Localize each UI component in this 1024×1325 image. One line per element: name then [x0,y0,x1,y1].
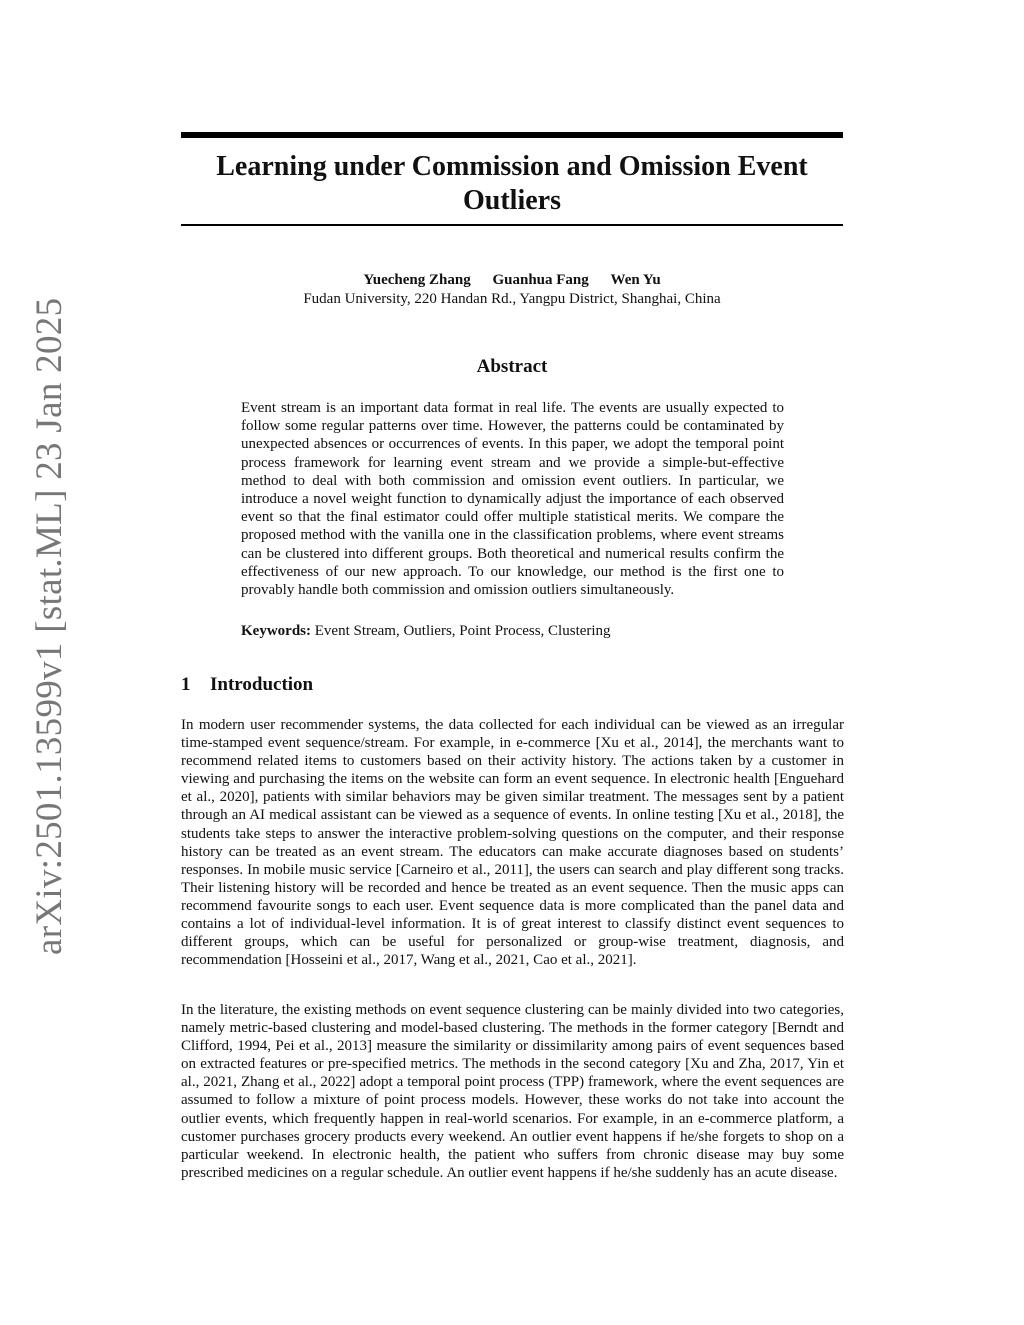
title-top-rule [181,132,843,138]
body-paragraph: In modern user recommender systems, the data collected for each individual can be viewed as an irregular time-stamped event sequence/stream. For example, in e-commerce [Xu et al., 2014], the merchants want to recommend related items to customers based on their activity history. The actions taken by a customer in viewing and purchasing the items on the website can form an event sequence. In electronic health [Enguehard et al., 2020], patients with similar behaviors may be given similar treatment. The messages sent by a patient through an AI medical assistant can be viewed as a sequence of events. In online testing [Xu et al., 2018], the students take steps to answer the interactive problem-solving questions on the computer, and their response history can be treated as an event stream. The educators can make accurate diagnoses based on students’ responses. In mobile music service [Carneiro et al., 2011], the users can search and play different song tracks. Their listening history will be recorded and hence be treated as an event sequence. Then the music apps can recommend favourite songs to each user. Event sequence data is more complicated than the panel data and contains a lot of individual-level information. It is of great interest to classify distinct event sequences to different groups, which can be useful for personalized or group-wise treatment, diagnosis, and recommendation [Hosseini et al., 2017, Wang et al., 2021, Cao et al., 2021]. [181,717,844,969]
author-affiliation: Fudan University, 220 Handan Rd., Yangpu District, Shanghai, China [303,291,721,307]
section-number: 1 [181,674,191,695]
keywords-list: Event Stream, Outliers, Point Process, Clustering [314,623,611,639]
keywords-line [241,622,784,640]
author-list [181,271,843,289]
keywords-label: Keywords: [241,623,311,639]
title-bottom-rule [181,224,843,226]
arxiv-identifier: arXiv:2501.13599v1 [stat.ML] 23 Jan 2025 [29,297,70,955]
section-title: Introduction [210,674,314,695]
author-name: Wen Yu [610,272,661,288]
section-heading-introduction [181,674,313,696]
abstract-body: Event stream is an important data format in real life. The events are usually expected to follow some regular patterns over time. However, the patterns could be contaminated by unexpected absences or occurrences of events. In this paper, we adopt the temporal point process framework for learning event stream and we provide a simple-but-effective method to deal with both commission and omission event outliers. In particular, we introduce a novel weight function to dynamically adjust the importance of each observed event so that the final estimator could offer multiple statistical merits. We compare the proposed method with the vanilla one in the classification problems, where event streams can be clustered into different groups. Both theoretical and numerical results confirm the effectiveness of our new approach. To our knowledge, our method is the first one to provably handle both commission and omission outliers simultaneously. [241,400,784,599]
author-name: Yuecheng Zhang [363,272,471,288]
abstract-heading: Abstract [476,356,548,377]
author-name: Guanhua Fang [492,272,589,288]
body-paragraph: In the literature, the existing methods on event sequence clustering can be mainly divided into two categories, namely metric-based clustering and model-based clustering. The methods in the former category [Berndt and Clifford, 1994, Pei et al., 2013] measure the similarity or dissimilarity among pairs of event sequences based on extracted features or pre-specified metrics. The methods in the second category [Xu and Zha, 2017, Yin et al., 2021, Zhang et al., 2022] adopt a temporal point process (TPP) framework, where the event sequences are assumed to follow a mixture of point process models. However, these works do not take into account the outlier events, which frequently happen in real-world scenarios. For example, in an e-commerce platform, a customer purchases grocery products every weekend. An outlier event happens if he/she forgets to shop on a particular weekend. In electronic health, the patient who suffers from chronic disease may buy some prescribed medicines on a regular schedule. An outlier event happens if he/she suddenly has an acute disease. [181,1002,844,1181]
paper-title: Learning under Commission and Omission Event Outliers [216,151,808,216]
